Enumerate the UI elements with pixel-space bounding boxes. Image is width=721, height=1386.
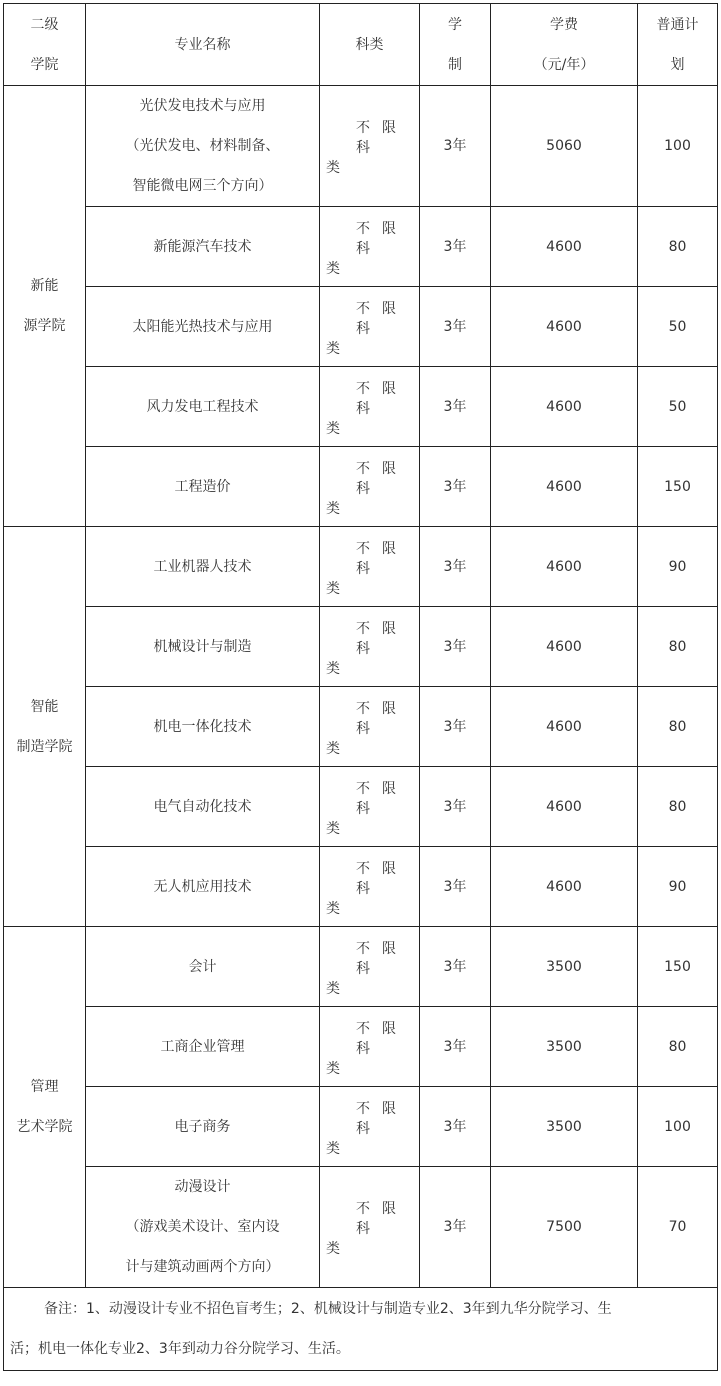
category-line: 不限科: [356, 301, 408, 337]
category-line: 不限科: [356, 1101, 408, 1137]
duration-cell: 3年: [420, 607, 491, 687]
major-name-line: 光伏发电技术与应用: [139, 98, 266, 114]
plan-cell: 150: [638, 927, 718, 1007]
category-line: 不限科: [356, 541, 408, 577]
major-name-cell: [86, 207, 320, 287]
category-cell: [320, 927, 420, 1007]
fee-cell: 3500: [491, 927, 638, 1007]
major-name-cell: [86, 447, 320, 527]
category-line: 类: [326, 581, 340, 597]
plan-cell: 100: [638, 1087, 718, 1167]
plan-cell: 80: [638, 687, 718, 767]
category-line: 类: [326, 501, 340, 517]
table-row: [4, 1087, 718, 1167]
plan-cell: 150: [638, 447, 718, 527]
fee-cell: 4600: [491, 527, 638, 607]
fee-cell: 4600: [491, 367, 638, 447]
table-row: [4, 367, 718, 447]
fee-cell: 7500: [491, 1167, 638, 1288]
category-line: 不限科: [356, 381, 408, 417]
fee-cell: 4600: [491, 687, 638, 767]
duration-cell: 3年: [420, 367, 491, 447]
category-line: 类: [326, 741, 340, 757]
category-line: 不限科: [356, 120, 408, 156]
note-cell: [4, 1288, 718, 1371]
major-name-cell: [86, 527, 320, 607]
college-name-line: 艺术学院: [16, 1119, 73, 1135]
category-cell: [320, 207, 420, 287]
major-name-cell: [86, 1087, 320, 1167]
plan-cell: 80: [638, 607, 718, 687]
plan-cell: 80: [638, 207, 718, 287]
major-name-line: 工程造价: [174, 478, 231, 495]
category-line: 类: [326, 160, 340, 176]
header-major: 专业名称: [86, 4, 320, 86]
duration-cell: 3年: [420, 527, 491, 607]
major-name-cell: [86, 607, 320, 687]
plan-cell: 70: [638, 1167, 718, 1288]
note-line-1: 备注：1、动漫设计专业不招色盲考生；2、机械设计与制造专业2、3年到九华分院学习、生: [44, 1301, 612, 1317]
major-name-cell: [86, 767, 320, 847]
duration-cell: 3年: [420, 287, 491, 367]
category-line: 类: [326, 661, 340, 677]
duration-cell: 3年: [420, 1167, 491, 1288]
category-line: 类: [326, 1061, 340, 1077]
duration-cell: 3年: [420, 927, 491, 1007]
category-line: 类: [326, 1141, 340, 1157]
fee-cell: 4600: [491, 607, 638, 687]
category-cell: [320, 527, 420, 607]
category-line: 不限科: [356, 461, 408, 497]
major-name-line: 风力发电工程技术: [146, 398, 259, 415]
category-line: 不限科: [356, 861, 408, 897]
plan-cell: 50: [638, 367, 718, 447]
college-name-line: 制造学院: [16, 738, 73, 755]
category-line: 不限科: [356, 701, 408, 737]
college-name-line: 新能: [30, 278, 59, 294]
category-line: 类: [326, 341, 340, 357]
header-duration: 学 制: [420, 4, 491, 86]
category-line: 不限科: [356, 1201, 408, 1237]
college-cell: [4, 927, 86, 1288]
fee-cell: 3500: [491, 1007, 638, 1087]
category-cell: [320, 367, 420, 447]
major-name-line: 机械设计与制造: [153, 638, 252, 655]
header-category: 科类: [320, 4, 420, 86]
category-cell: [320, 1087, 420, 1167]
category-line: 不限科: [356, 941, 408, 977]
fee-cell: 4600: [491, 447, 638, 527]
category-line: 类: [326, 821, 340, 837]
fee-cell: 4600: [491, 767, 638, 847]
fee-cell: 4600: [491, 287, 638, 367]
category-line: 类: [326, 901, 340, 917]
category-line: 类: [326, 421, 340, 437]
table-row: [4, 767, 718, 847]
major-name-line: 无人机应用技术: [153, 878, 252, 895]
plan-cell: 80: [638, 1007, 718, 1087]
major-name-line: 会计: [188, 958, 217, 975]
duration-cell: 3年: [420, 86, 491, 207]
table-row: [4, 287, 718, 367]
category-line: 不限科: [356, 1021, 408, 1057]
table-row: [4, 607, 718, 687]
enrollment-plan-table: [3, 3, 718, 1371]
fee-cell: 4600: [491, 847, 638, 927]
fee-cell: 3500: [491, 1087, 638, 1167]
duration-cell: 3年: [420, 1087, 491, 1167]
table-row: [4, 527, 718, 607]
major-name-cell: [86, 1167, 320, 1288]
major-name-cell: [86, 367, 320, 447]
major-name-line: 机电一体化技术: [153, 718, 252, 735]
category-line: 类: [326, 1241, 340, 1257]
major-name-line: 智能微电网三个方向）: [132, 178, 273, 194]
major-name-line: 电子商务: [174, 1118, 231, 1135]
table-header-row: [4, 4, 718, 86]
category-cell: [320, 1167, 420, 1288]
header-fee: 学费 （元/年）: [491, 4, 638, 86]
category-cell: [320, 86, 420, 207]
college-name-line: 智能: [30, 698, 59, 715]
note-line-2: 活；机电一体化专业2、3年到动力谷分院学习、生活。: [10, 1341, 350, 1357]
major-name-line: （游戏美术设计、室内设: [125, 1219, 280, 1235]
plan-cell: 80: [638, 767, 718, 847]
plan-cell: 50: [638, 287, 718, 367]
duration-cell: 3年: [420, 847, 491, 927]
college-name-line: 管理: [30, 1079, 59, 1095]
plan-cell: 100: [638, 86, 718, 207]
duration-cell: 3年: [420, 687, 491, 767]
category-line: 类: [326, 261, 340, 277]
category-line: 不限科: [356, 781, 408, 817]
major-name-cell: [86, 927, 320, 1007]
header-plan: 普通计 划: [638, 4, 718, 86]
duration-cell: 3年: [420, 767, 491, 847]
table-row: [4, 447, 718, 527]
college-cell: [4, 86, 86, 527]
major-name-cell: [86, 86, 320, 207]
major-name-line: 电气自动化技术: [153, 798, 252, 815]
major-name-line: 太阳能光热技术与应用: [132, 318, 273, 335]
table-row: [4, 1007, 718, 1087]
major-name-cell: [86, 847, 320, 927]
duration-cell: 3年: [420, 207, 491, 287]
table-row: [4, 927, 718, 1007]
category-cell: [320, 847, 420, 927]
duration-cell: 3年: [420, 447, 491, 527]
category-cell: [320, 767, 420, 847]
plan-cell: 90: [638, 527, 718, 607]
category-cell: [320, 687, 420, 767]
note-row: [4, 1288, 718, 1371]
fee-cell: 5060: [491, 86, 638, 207]
category-line: 不限科: [356, 221, 408, 257]
header-college: 二级 学院: [4, 4, 86, 86]
major-name-line: （光伏发电、材料制备、: [125, 138, 280, 154]
major-name-line: 工业机器人技术: [153, 558, 252, 575]
college-name-line: 源学院: [23, 318, 66, 334]
major-name-line: 动漫设计: [174, 1179, 231, 1195]
table-row: [4, 1167, 718, 1288]
category-cell: [320, 607, 420, 687]
duration-cell: 3年: [420, 1007, 491, 1087]
category-line: 不限科: [356, 621, 408, 657]
major-name-cell: [86, 1007, 320, 1087]
college-cell: [4, 527, 86, 927]
category-cell: [320, 1007, 420, 1087]
fee-cell: 4600: [491, 207, 638, 287]
plan-cell: 90: [638, 847, 718, 927]
table-row: [4, 847, 718, 927]
category-cell: [320, 447, 420, 527]
table-row: [4, 207, 718, 287]
major-name-cell: [86, 687, 320, 767]
major-name-line: 工商企业管理: [160, 1038, 245, 1055]
category-line: 类: [326, 981, 340, 997]
major-name-line: 新能源汽车技术: [153, 238, 252, 255]
major-name-cell: [86, 287, 320, 367]
category-cell: [320, 287, 420, 367]
major-name-line: 计与建筑动画两个方向）: [125, 1259, 280, 1275]
table-row: [4, 86, 718, 207]
table-row: [4, 687, 718, 767]
